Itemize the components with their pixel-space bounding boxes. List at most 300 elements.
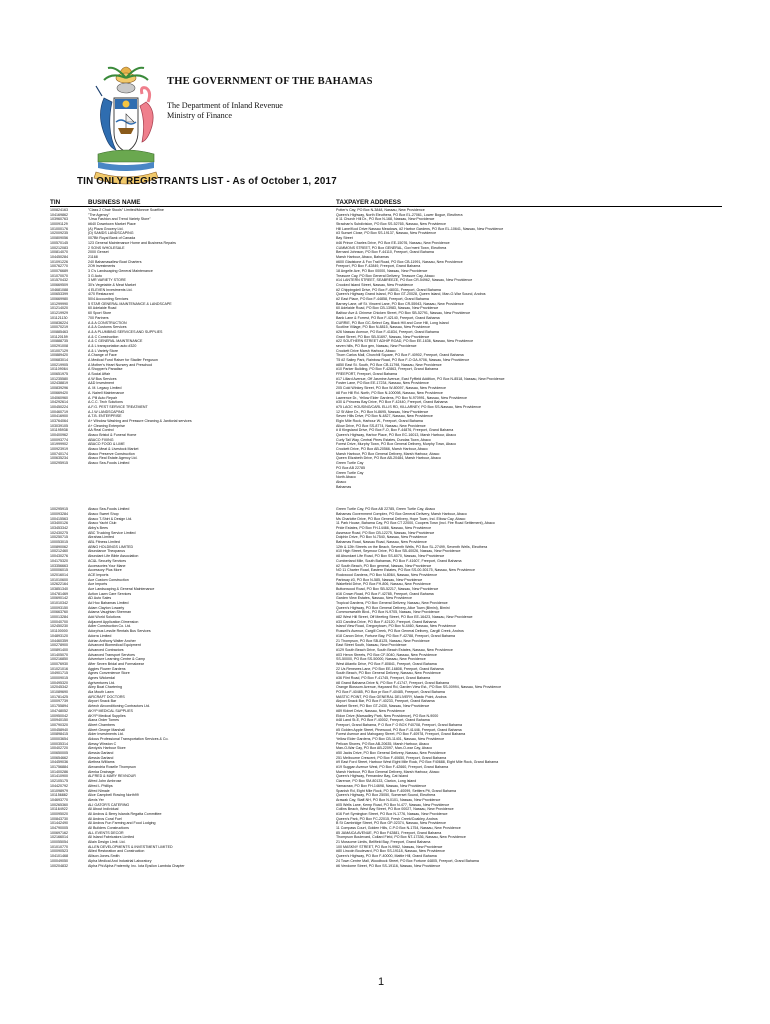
business-name-cell: A. Nairell Maintenance [88,390,125,395]
tin-cell: 101999902 [50,442,68,447]
address-cell: Tropical Gardens, PO Box General Delivery, Nassau, New Providence [336,601,448,605]
address-cell: CUMMONS STREET, PO Box GENERAL, Gov'ment Town, Eleuthera [336,245,447,250]
business-name-cell: 2000 Genset [88,250,109,255]
document-header [167,76,567,121]
tin-cell: 100790320 [50,722,68,727]
business-name-cell: 2Oft Investments [88,264,116,269]
tin-cell: 100653399 [50,292,68,297]
address-cell: Yellow Elder Gardens, PO Box CB-11401, Nassau, New Providence [336,736,445,741]
address-cell: Treasure Cay, PO Box General Delivery, Treasure Cay, Abaco [336,273,435,278]
business-name-cell: A+ Cleaning Enterprise [88,423,126,428]
address-cell: Dolphin Drive, PO Box N-7540, Nassau, New Providence [336,535,428,540]
business-name-cell: Abaco Real Estate Agency Ltd. [88,456,138,461]
address-cell: Bernard Johnson, PO Box F-44110, Freeport, Grand Bahama [336,250,434,255]
business-name-cell: 60 Adelaide Road [88,306,117,311]
tin-cell: 100885463 [50,329,68,334]
tin-cell: 100740174 [50,451,68,456]
address-cell: North Abaco [336,475,356,480]
business-name-cell: A&D Investment [88,381,114,386]
business-name-cell: A+ Window Washing and Pressure Cleaning & Janitorial services [88,418,192,423]
address-cell: #850 East St. South, PO Box CB-11798, Nassau, New Providence [336,362,442,367]
business-name-cell: Abrahas Limited [88,535,114,540]
tin-cell: 100950042 [50,713,68,718]
tin-cell: 103039105 [50,423,68,428]
address-cell: 12th & 12th Streets on the Beach, Seventh Wells, PO Box SL-27499, Seventh Wells, Eleuthera [336,544,488,549]
business-name-cell: ALI GATOR'S CATERING [88,802,130,807]
business-name-cell: A & L transportation auto #320 [88,343,137,348]
tin-cell: 104901715 [50,671,68,676]
address-cell: Scotline Village, PO Box N-8815, Nassau, New Providence [336,325,431,330]
address-cell: Queen's Highway Grand Island, PO Box GT-20028, Queen Island, Man-O-War Sound, Andros [336,292,486,297]
business-name-cell: AIRCRAFT DOCTORS [88,694,125,699]
business-name-cell: Airport Snack Bar [88,699,117,704]
business-name-cell: ABNG HOLDINGS LIMITED [88,544,134,549]
address-cell: Marsh Harbour, PO Box General Delivery, Marsh Harbour, Abaco [336,769,440,774]
tin-cell: 100495320 [50,680,68,685]
business-name-cell: After Seven Bridal and Formalwear [88,661,144,666]
address-cell: #26 Nassau Avenue, PO Box F-41834, Freeport, Grand Bahama [336,329,439,334]
table-row [50,485,730,490]
business-name-cell: Alice Campbell Rowing North99 [88,793,139,798]
list-title: TIN ONLY REGISTRANTS LIST - As of October 1, 2017 [77,176,337,187]
address-cell: # 11 Church Hill Dr., PO Box N-168, Nassau, New Providence [336,217,435,222]
address-cell: #22 SOUTHERN STREET ADHIP ROAD, PO Box EE-1636, Nassau, New Providence [336,339,474,344]
business-name-cell: Alder Investments Ltd. [88,732,124,737]
tin-cell: 101400286 [50,769,68,774]
tin-cell: 100212083 [50,245,68,250]
tin-cell: 100654662 [50,755,68,760]
business-name-cell: Albert George Marshall [88,727,125,732]
tin-cell: 100402720 [50,746,68,751]
address-cell: 22 Us Renewes Lane, PO Box EE-16808, Freeport, Grand Bahama [336,666,444,671]
business-name-cell: Agnes Wickerdal [88,676,115,680]
table-row [50,864,730,869]
tin-cell: 100090523 [50,849,68,854]
tin-cell: 101442490 [50,821,68,826]
tin-cell: 102009235 [50,231,68,236]
business-name-cell: AC&L Security Services [88,558,127,563]
address-cell: Queen's Park, PO Box FC-22015, Fresh Creek/Coakley, Andros [336,816,438,821]
address-cell: Strachan's Subdivision, PO Box SS-52765, Nassau, New Providence [336,222,446,227]
business-name-cell: A Shopper's Paradise [88,367,123,372]
business-name-cell: Allain Design Limit. Ltd. [88,840,126,845]
address-cell: #19 Suggan Avenue West, PO Box F-42660, Freeport, Grand Bahama [336,765,449,770]
business-name-cell: Ala Mouth Lawn [88,690,114,695]
business-name-cell: 240 Bahamasallew Boat Charters [88,259,142,264]
tin-cell: 100836224 [50,320,68,325]
tin-cell: 100669980 [50,297,68,302]
tin-cell: 100430276 [50,554,68,559]
tin-cell: 101214020 [50,306,68,311]
address-cell: #48 Land St-E, PO Box F-40002, Freeport, Grand Bahama [336,718,430,723]
tin-cell: 104781469 [50,591,68,596]
address-cell: Green Turtle Cay [336,470,364,475]
business-name-cell: ABL Fitness Limited [88,540,120,545]
tin-cell: 104790005 [50,826,68,830]
tin-cell: 100669420 [50,390,68,395]
address-cell: Green Turtle Cay [336,461,364,466]
business-name-cell: All Andros Fun Farming and Food Lodging [88,821,156,826]
tin-cell: 104175320 [50,558,68,563]
business-name-cell: Agnes Convenience Store [88,671,130,676]
business-name-cell: Abaco Bristol & Funeral Home [88,433,137,437]
business-name-cell: Ace Imports [88,582,108,587]
address-cell: #16 Crown Road, PO Box F-42785, Freeport, Grand Bahama [336,591,434,596]
address-cell: Russell's Avenue, Cargill Creek, PO Box General Delivery, Cargill Creek, Andros [336,629,464,634]
address-cell: Green Turtle Cay, PO Box AB 22785, Green Turtle Cay, Abaco [336,507,436,512]
address-cell: Freeport, Grand Bahama, P O Box F O BOX F40708, Freeport, Grand Bahama [336,722,462,727]
tin-cell: 100212460 [50,549,68,554]
business-name-cell: 3 G Auto [88,273,102,278]
registrants-table [50,208,730,868]
address-cell: seven hills, PO Box gen, Nassau, New Providence [336,343,417,348]
business-name-cell: Adjacent Application Dimension [88,619,139,624]
tin-cell: 102438819 [50,381,68,386]
address-cell: Queen's Highway, Fernandez Bay, Cat Island [336,774,409,779]
business-name-cell: Alfred Nimale [88,788,110,793]
tin-cell: 100049050 [50,858,68,863]
address-cell: 11 Compass Court, Golden Hills, C.P.O Box N-1754, Nassau, New Providence [336,826,461,830]
address-cell: West Atlantic Drive, PO Box F-80841, Freeport, Grand Bahama [336,661,437,666]
business-name-cell: Alana Order Tomes [88,718,119,723]
business-name-cell: Adama Vaughtan Sherman [88,610,132,615]
department-name: The Department of Inland Revenue [167,101,283,110]
address-cell: #2 Chippingdell Drive, PO Box F-48031, Freeport, Grand Bahama [336,287,441,292]
tin-cell: 100460719 [50,409,68,414]
tin-cell: 104748052 [50,708,68,713]
tin-cell: 100697162 [50,830,68,835]
tin-cell: 100890062 [50,544,68,549]
tin-cell: 100814070 [50,250,68,255]
tin-cell: 100450224 [50,404,68,409]
business-name-cell: Aldous Professional Transportation Services & Co. [88,736,169,741]
address-cell: Orange Blossom Avenue, Hayward Rd, Garden View Est., PO Box SS-00994, Nassau, New Providence [336,685,502,690]
business-name-cell: AD Auto Sales [88,596,112,601]
tin-cell: 101756884 [50,765,68,770]
tin-cell: 103960763 [50,217,68,222]
business-name-cell: Ace Custom Construction [88,577,129,582]
tin-cell: 100204832 [50,863,68,868]
business-name-cell: A. Pill Auto Repair [88,395,117,400]
address-cell: 18 Angelle Ave, PO Box 00000, Nassau, New Providence [336,268,428,273]
address-cell: Airport Snack Bar, PO Box F-40233, Freeport, Grand Bahama [336,699,435,704]
business-name-cell: #640 Downtown Market Place [88,222,136,227]
business-name-cell: Accessories Your Mane [88,563,126,568]
address-cell: Queen's Highway, PO Box 25050, Somerset Sound, Eleuthera [336,793,436,798]
address-cell: T5 #2 Sailey Park, Rainbow Road, PO Box F-O GA-9706, Nassau, New Providence [336,358,470,362]
address-cell: Marsh Harbour, PO Box General Delivery, Marsh Harbour, Abaco [336,451,440,456]
business-name-cell: All Andros & Berry Islands Regatta Committee [88,811,162,816]
business-name-cell: Abaco Sweet Shop [88,511,119,516]
address-cell: CURRIE, PO Box GC-Select Cay, Black Hill and Cove Hill, Long Island [336,320,449,325]
tin-cell: 101000176 [50,226,68,231]
tin-cell: 100093284 [50,511,68,516]
address-cell: NO 11 Charter Road, Eastern Estates, PO Box SS-00-50175, Nassau, New Providence [336,568,475,573]
tin-cell: 100940150 [50,718,68,723]
address-cell: Crooked Island Street, Nassau, New Providence [336,283,414,287]
address-cell: Curly Tail Way, Central Pines Estates, Dundas Town, Abaco [336,437,431,442]
address-cell: 100 MASKNY STREET, PO Box N-9962, Nassau, New Providence [336,844,443,849]
address-cell: Parkway #3, PO Box N-585, Nassau, New Providence [336,577,423,582]
tin-cell: 103851340 [50,586,68,591]
ministry-name: Ministry of Finance [167,111,233,120]
tin-cell: 100839296 [50,386,68,391]
tin-cell: 101021016 [50,666,68,671]
business-name-cell: A Medical Fund Raiser for Stadler Ferguson [88,358,158,362]
tin-cell: 104893120 [50,633,68,638]
tin-cell: 101570432 [50,278,68,283]
tin-cell: 101195938 [50,428,68,433]
header-divider [50,206,722,207]
tin-cell: 101164922 [50,807,68,812]
address-cell: Freeport, PO Box F-42849, Freeport, Grand Bahama [336,264,421,269]
business-name-cell: A W Bus Services [88,376,117,381]
tin-cell: 100650005 [50,751,68,755]
address-cell: #89 Kidnet Drive, Nassau, New Providence [336,708,405,713]
address-cell: Commonwealth Blvd., PO Box N-9705, Nassau, New Providence [336,610,440,615]
business-name-cell: AA Real Control [88,428,114,433]
address-cell: #9 East Ford Street, Harbour West Eight Mile Rock, PO Box F40688, Eight Mile Rock, Grand Bahama [336,760,499,765]
address-cell: Clarence, PO Box SM-80133, Clarion, Long Island [336,779,417,784]
address-cell: Potter's Cay, PO Box N-3848, Nassau, New Providence [336,208,425,212]
address-cell: Ms Charlotte Drive, PO Box General Delivery, Hope Town, Ind. Elbow Cay, Abaco [336,516,466,521]
tin-cell: 100219905 [50,362,68,367]
business-name-cell: "Ursa Fashion and Trend Variety Store" [88,217,151,222]
tin-cell: 100669509 [50,283,68,287]
address-cell: #129 South Beach Drive, South Beach Estates, Nassau, New Providence [336,647,453,652]
tin-cell: 104460359 [50,638,68,643]
address-cell: Man-O-War Cay, PO Box AB-22097, Man-O-war Cay, Abaco [336,746,432,751]
business-name-cell: Abaco Meat & Livestock Market [88,447,139,452]
address-cell: #36 Flint Road, PO Box F-41745, Freeport, Grand Bahama [336,676,431,680]
business-name-cell: 123 General Maintenance Home and Business Repairs [88,240,176,245]
address-cell: Pride Estates, PO Box FH-14466, Nassau, New Providence [336,526,432,530]
address-cell: Bank Lane & Forrest, PO Box F-42140, Freeport, Grand Bahama [336,315,440,320]
address-cell: 85 JAMAICA AVENUE, PO Box F42881, Freeport, Grand Bahama [336,830,442,835]
address-cell: 251 Melbourne Crescent, PO Box F-40650, Freeport, Grand Bahama [336,755,447,760]
business-name-cell: Advanced Biomedical Equipment [88,643,141,648]
address-cell: Wakefield Drive, PO Box FH-806, Nassau, New Providence [336,582,431,587]
tin-cell: 100013284 [50,615,68,620]
business-name-cell: Accessory Plus More [88,568,122,573]
address-cell: #600 Gladstone & Fox Trail Road, PO Box CB-11991, Nassau, New Providence [336,259,463,264]
business-name-cell: Alexis Yer [88,797,104,802]
business-name-cell: Ad Hoc Bahamas Limited [88,601,129,605]
address-cell: Arawak Cay, Staff-NH, PO Box N-0101, Nassau, New Providence [336,797,441,802]
block-spacer [50,489,730,507]
address-cell: Bahamas Government Complex, PO Box General Delivery, Marsh Harbour, Abaco [336,511,467,516]
tin-cell: 100216850 [50,657,68,662]
business-name-cell: Abaco T-Shirt & Design Ltd. [88,516,133,521]
tin-cell: 100278900 [50,643,68,648]
tin-cell: 100095020 [50,811,68,816]
address-cell: #8 Abundant Life Road, PO Box SS-6070, Nassau, New Providence [336,554,445,559]
tin-cell: 101010600 [50,577,68,582]
tin-cell: 103400126 [50,521,68,526]
address-cell: Queen's Highway, PO Box General Delivery, Alice Town (Bimini), Bimini [336,605,450,610]
tin-cell: 101109064 [50,367,68,372]
business-name-cell: 60 Sport Store [88,311,112,316]
business-name-cell: A & L Variety Store [88,348,118,353]
address-cell: #75 LAOC HOUSING/CARL ELLIS RD, KILLARNEY, PO Box SS-Nassau, New Providence [336,404,482,409]
address-cell: #2 South Beach, PO Box general, Nassau, New Providence [336,563,432,568]
business-name-cell: ALL EVENTS DECOR [88,830,124,835]
address-cell: PO Box F-40485, PO Box pr Box F-40485, Freeport, Grand Bahama [336,690,445,695]
business-name-cell: Add World Solutions [88,615,121,620]
tin-cell: 103453342 [50,526,68,530]
business-name-cell: Agriventures Ltd. [88,680,116,685]
tin-cell: 101120159 [50,334,68,339]
tin-cell: 100415563 [50,516,68,521]
address-cell: #3 Sunset Close, PO Box SS-19137, Nassau, New Providence [336,231,437,236]
business-name-cell: Alfred L Phillips [88,783,113,788]
tin-cell: 103356663 [50,563,68,568]
tin-cell: 100006015 [50,568,68,573]
tin-cell: 100898415 [50,732,68,737]
business-name-cell: 700 Partners [88,315,109,320]
address-cell: Thompson Boulevard, Collard Field, PO Box NT-17336, Nassau, New Providence [336,835,466,840]
address-cell: #05 Wells Lane, Kemp Road, PO Box N-477, Nassau, New Providence [336,802,450,807]
tin-cell: 100009015 [50,676,68,680]
address-cell: Lawrence Dr., Yellow Elder Gardens, PO Box N-970991, Nassau, New Providence [336,395,468,400]
address-cell: Forest Drive, Murphy Town, PO Box General Delivery, Murphy Town, Abaco [336,442,457,447]
business-name-cell: Alessy Winston C [88,741,117,746]
business-name-cell: Alessia Garland [88,751,114,755]
business-name-cell: Alfred John Ambrose [88,779,122,784]
address-cell: Pelican Shores, PO Box AB-20635, Marsh Harbour, Abaco [336,741,430,746]
tin-cell: 100250715 [50,535,68,540]
tin-cell: 100265360 [50,802,68,807]
business-name-cell: 4 ELEVEN Investments Ltd. [88,287,133,292]
tin-cell: 103764064 [50,418,68,423]
tin-cell: 101235580 [50,376,68,381]
address-cell: MASTIC POINT, PO Box GENERAL DELIVERY, Mastic Point, Andros [336,694,447,699]
tin-cell: 104292614 [50,400,68,405]
address-cell: Garden View Estates, Nassau, New Providence [336,596,413,601]
address-cell: 11 Park House, Bahama Cay, PO Box CT 22000, Coopers Town (incl. Fire Road Settlement), Abaco [336,521,495,526]
tin-cell: 101755894 [50,704,68,709]
business-name-cell: All Island Fabricators Limited [88,835,135,840]
tin-cell: 101070070 [50,273,68,278]
business-name-cell: (D) SAMDS LANDSCAPING [88,231,134,236]
address-cell: 21 Thompson, PO Box SB-8125, Nassau, New Providence [336,638,430,643]
tin-cell: 102166014 [50,835,68,840]
tin-cell: 100824163 [50,208,68,212]
business-name-cell: Abaco Sea-Foods Limited [88,461,130,466]
address-cell: Bahamas [336,484,352,489]
tin-cell: 100070219 [50,325,68,330]
address-cell: #17 Lillard Avenue, Off Jasmine Avenue, East Fyffield Addition, PO Box N-8518, Nassau, New Providence [336,376,505,381]
tin-cell: 100690142 [50,596,68,601]
tin-cell: 100093774 [50,437,68,442]
address-cell: Queen's Highway, PO Box F-40000, Mattie Hill, Grand Bahama [336,854,437,859]
business-name-cell: 4/70 Restaurant [88,292,114,297]
business-name-cell: A Social Affair [88,372,111,377]
tin-cell: 102045342 [50,685,68,690]
business-name-cell: Alenka Drainage [88,769,115,774]
address-cell: Seven Hills Drive, PO Box N-4827, Nassau, New Providence [336,414,433,419]
tin-cell: 101089690 [50,690,68,695]
business-name-cell: "The Agency" [88,212,110,217]
column-header-business-name: BUSINESS NAME [88,199,141,206]
business-name-cell: 2 SONS WHOLESALE [88,245,125,250]
address-cell: Allow Drive, PO Box SS-8774, Nassau, New Providence [336,423,426,428]
tin-cell: 100635234 [50,456,68,461]
address-cell: 21 Mossome Limits, Bellfield Bay, Freeport, Grand Bahama [336,840,431,845]
business-name-cell: Airtech Airconditioning Contractors Ltd. [88,704,151,709]
business-name-cell: A & A PLUMBING SERVICES AND SUPPLIES [88,329,163,334]
tin-cell: 102016014 [50,572,68,577]
business-name-cell: A Change of Face [88,353,117,358]
address-cell: Crockett Drive, PO Box AB-20566, Marsh Harbour, Abaco [336,447,428,452]
business-name-cell: Abaco Sea-Foods Limited [88,507,130,512]
address-cell: South Beach, PO Box General Delivery, Nassau, New Providence [336,671,441,676]
address-cell: Bay Street [336,236,353,241]
address-cell: Market Street, PO Box GT-2430, Nassau, New Providence [336,704,430,709]
business-name-cell: Abundant Life Bible Association [88,554,139,559]
business-name-cell: All About Individual [88,807,119,812]
tin-cell: 101156882 [50,793,68,798]
address-cell: Queen Elizabeth Drive, PO Box AB-20484, Marsh Harbour, Abaco [336,456,441,461]
address-cell: SS-50000, PO Box SS-50000, Nassau, New Providence [336,657,426,662]
business-name-cell: Action Lawn Care Services [88,591,132,596]
address-cell: #80 Lincoln Boulevard, PO Box SS-19118, Nassau, New Providence [336,849,446,854]
tin-cell: 101010342 [50,601,68,605]
address-cell: #16 Fort Symington Street, PO Box N-1776, Nassau, New Providence [336,811,448,816]
tin-cell: 100843730 [50,816,68,821]
tin-cell: 100889420 [50,353,68,358]
business-name-cell: All Builders Constructions [88,826,129,830]
tin-cell: 100076930 [50,661,68,666]
address-cell: #8 Grand Bahama Drive N, PO Box F-41747, Freeport, Grand Bahama [336,680,450,685]
business-name-cell: Adorra Limited [88,633,112,638]
address-cell: #14 LANTERN STREET, SEABREEZE, PO Box CR-54962, Nassau, New Providence [336,278,473,283]
business-name-cell: Advanced Contractors [88,647,124,652]
tin-cell: 100295915 [50,461,68,466]
tin-cell: 104060960 [50,395,68,400]
tin-cell: 104420792 [50,783,68,788]
business-name-cell: Aggies Flower Gardens [88,666,126,671]
business-name-cell: A. M. Legacy Limited [88,386,122,391]
business-name-cell: Ace Landscaping & General Maintenance [88,586,155,591]
tin-cell: 104169862 [50,212,68,217]
business-name-cell: AKYP Medical Supplies [88,713,126,718]
address-cell: #50 Jacks Drive, PO Box General Delivery, Nassau, New Providence [336,751,446,755]
business-name-cell: Adrian Anthony Walter Ancher [88,638,136,643]
business-name-cell: Alpha Phi Alpha Fraternity, Inc. Iota Epsilon Lambda Chapter [88,863,185,868]
address-cell: Balfour Ave & Chinese Chicken Street, PO Box SB-52791, Nassau, New Providence [336,311,471,316]
business-name-cell: Adler Construction Co. Ltd. [88,624,132,629]
column-header-taxpayer-address: TAXPAYER ADDRESS [336,199,402,206]
business-name-cell: A & A Customs Services [88,325,127,330]
business-name-cell: 50/4 Accounting Services [88,297,129,302]
business-name-cell: (A) Plaza Grocery Ltd. [88,226,124,231]
address-cell: B St Cambridge Street, PO Box GP-02374, Nassau, New Providence [336,821,447,826]
business-name-cell: 21168 [88,254,98,259]
address-cell: #2 East Place, PO Box F-44858, Freeport, Grand Bahama [336,297,429,302]
business-name-cell: A.J.W LANDSCAPING [88,409,125,414]
tin-cell: 101219929 [50,311,68,316]
business-name-cell: Abaco Preserve Construction [88,451,135,456]
tin-cell: 100663760 [50,610,68,615]
business-name-cell: "Class 2 Chair Stools" Limited/Monroe Scarfline [88,208,164,212]
tin-cell: 102105175 [50,779,68,784]
business-name-cell: Albert Chambers [88,722,115,727]
page-number: 1 [378,976,385,988]
tin-cell: 101007129 [50,348,68,353]
business-name-cell: A & A CONSTRUCTION [88,320,127,325]
address-cell: #10 High Street, Seymour Drive, PO Box SB-40026, Nassau, New Providence [336,549,461,554]
